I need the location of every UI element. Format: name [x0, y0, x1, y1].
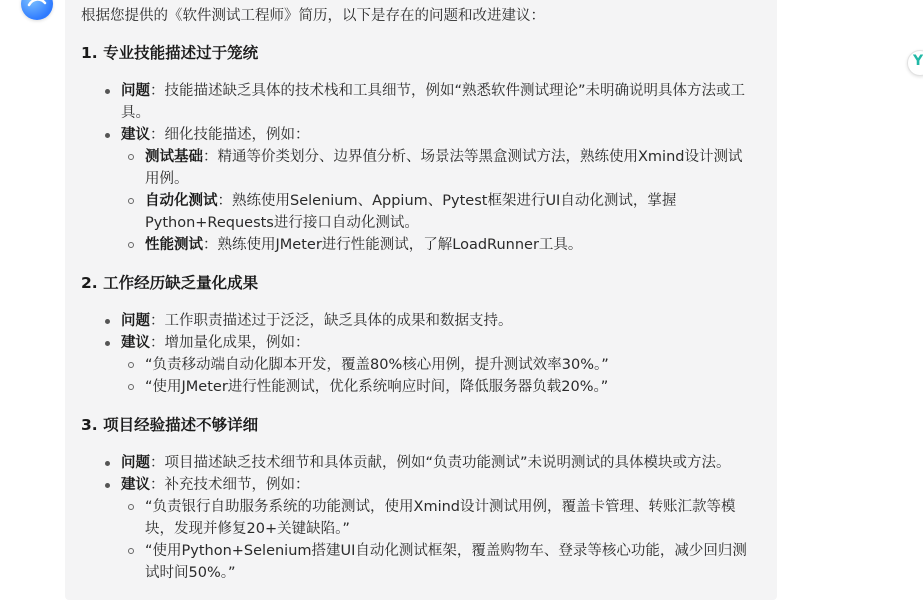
- sub-list: [105, 354, 755, 398]
- assistant-message-bubble: [65, 0, 777, 600]
- list-item-suggestion: [105, 124, 755, 256]
- sub-item-performance: [105, 234, 755, 256]
- section-title-skills: 1. 专业技能描述过于笼统: [81, 44, 259, 62]
- section-title-work-experience: 2. 工作经历缺乏量化成果: [81, 274, 259, 292]
- sub-item-label: 测试基础: [145, 149, 203, 165]
- sub-item-example: [105, 496, 755, 540]
- sub-item-text: “负责银行自助服务系统的功能测试，使用Xmind设计测试用例，覆盖卡管理、转账汇款等模块，发现并修复20+关键缺陷。”: [145, 499, 736, 537]
- suggestion-label: 建议: [121, 127, 150, 143]
- sub-item-test-basics: [105, 146, 755, 190]
- problem-label: 问题: [121, 313, 150, 329]
- suggestion-text: ：增加量化成果，例如：: [150, 335, 310, 351]
- sub-item-text: “使用JMeter进行性能测试，优化系统响应时间，降低服务器负载20%。”: [145, 379, 609, 395]
- message-intro: 根据您提供的《软件测试工程师》简历，以下是存在的问题和改进建议：: [81, 8, 545, 24]
- list-item-problem: [105, 452, 755, 474]
- sub-item-text: “使用Python+Selenium搭建UI自动化测试框架，覆盖购物车、登录等核心功能，减少回归测试时间50%。”: [145, 543, 747, 581]
- problem-text: ：工作职责描述过于泛泛，缺乏具体的成果和数据支持。: [150, 313, 513, 329]
- section-list-skills: [105, 80, 755, 256]
- sub-list: [105, 496, 755, 584]
- suggestion-text: ：细化技能描述，例如：: [150, 127, 310, 143]
- list-item-problem: [105, 80, 755, 124]
- sub-item-label: 自动化测试: [145, 193, 218, 209]
- suggestion-label: 建议: [121, 335, 150, 351]
- floating-tool-icon[interactable]: [907, 50, 923, 76]
- sub-item-text: “负责移动端自动化脚本开发，覆盖80%核心用例，提升测试效率30%。”: [145, 357, 609, 373]
- problem-text: ：技能描述缺乏具体的技术栈和工具细节，例如“熟悉软件测试理论”未明确说明具体方法或工具。: [121, 83, 746, 121]
- sub-item-text: ：熟练使用JMeter进行性能测试，了解LoadRunner工具。: [203, 237, 583, 253]
- problem-label: 问题: [121, 83, 150, 99]
- suggestion-text: ：补充技术细节，例如：: [150, 477, 310, 493]
- problem-label: 问题: [121, 455, 150, 471]
- list-item-suggestion: [105, 332, 755, 398]
- section-list-work-experience: [105, 310, 755, 398]
- section-list-project-experience: [105, 452, 755, 584]
- sub-list: [105, 146, 755, 256]
- suggestion-label: 建议: [121, 477, 150, 493]
- section-title-project-experience: 3. 项目经验描述不够详细: [81, 416, 259, 434]
- sub-item-text: ：精通等价类划分、边界值分析、场景法等黑盒测试方法，熟练使用Xmind设计测试用例。: [145, 149, 743, 187]
- sub-item-example: [105, 354, 755, 376]
- sub-item-example: [105, 540, 755, 584]
- sub-item-automation: [105, 190, 755, 234]
- sub-item-text: ：熟练使用Selenium、Appium、Pytest框架进行UI自动化测试，掌握Python+Requests进行接口自动化测试。: [145, 193, 677, 231]
- sub-item-example: [105, 376, 755, 398]
- assistant-avatar-icon: [21, 0, 53, 20]
- problem-text: ：项目描述缺乏技术细节和具体贡献，例如“负责功能测试”未说明测试的具体模块或方法。: [150, 455, 731, 471]
- list-item-suggestion: [105, 474, 755, 584]
- floating-tool-glyph: Y: [913, 53, 923, 69]
- sub-item-label: 性能测试: [145, 237, 203, 253]
- list-item-problem: [105, 310, 755, 332]
